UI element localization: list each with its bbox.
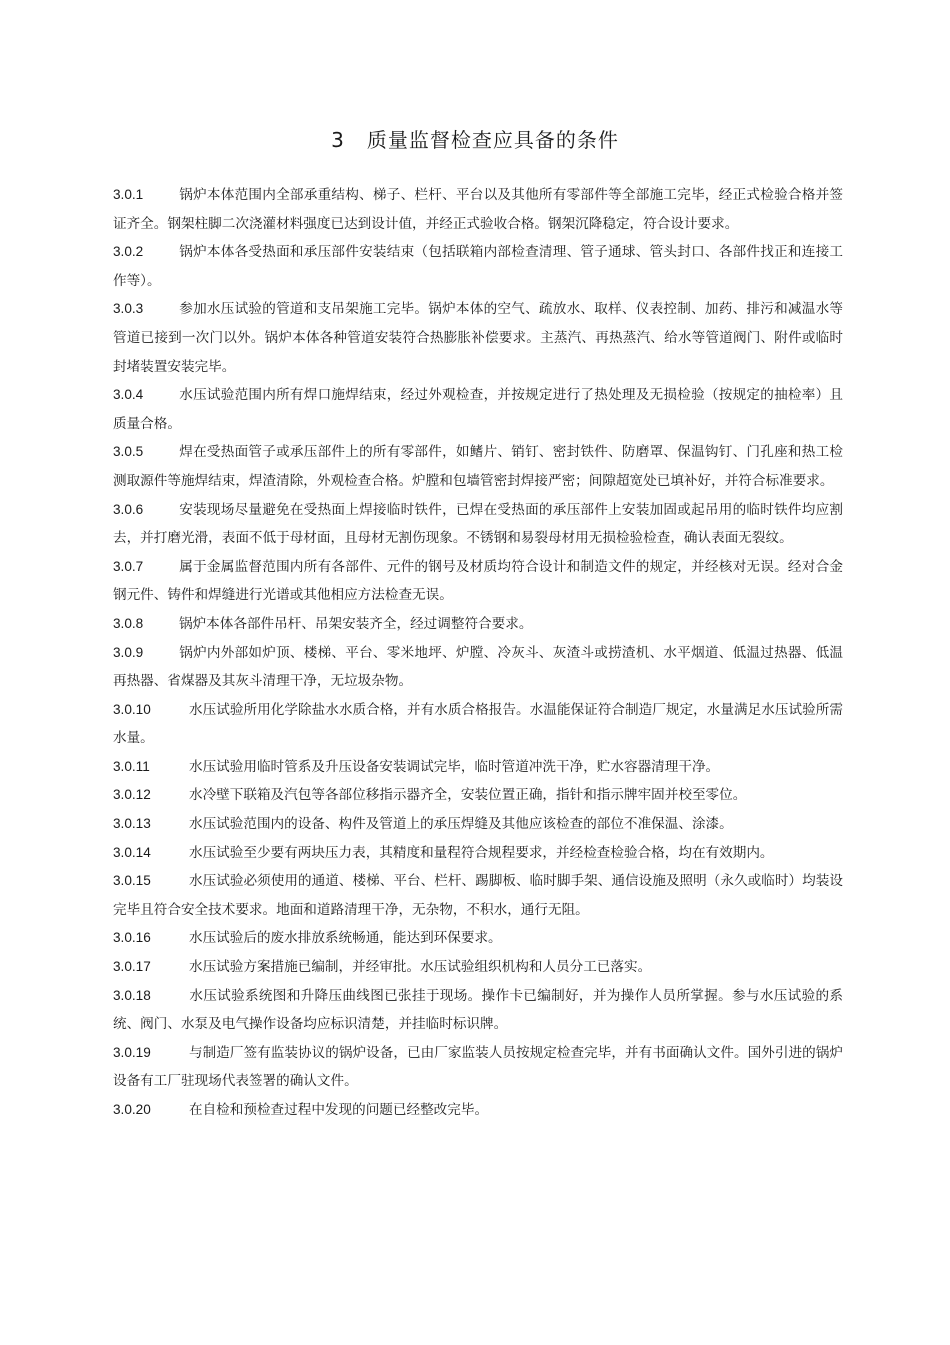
clause-number: 3.0.12 [113,787,151,803]
clause-paragraph [113,295,843,381]
clause-number: 3.0.17 [113,959,151,975]
clause-paragraph [113,1039,843,1096]
clause-number: 3.0.4 [113,387,144,403]
clause-paragraph [113,238,843,295]
clause-paragraph [113,1096,843,1125]
clause-text: 锅炉本体各部件吊杆、吊架安装齐全，经过调整符合要求。 [179,615,533,632]
clause-number: 3.0.1 [113,187,144,202]
section-heading [0,124,950,153]
clause-text: 焊在受热面管子或承压部件上的所有零部件，如鳍片、销钉、密封铁件、防磨罩、保温钩钉、门孔座和热工检测取源件等施焊结束，焊渣清除，外观检查合格。炉膛和包墙管密封焊接严密；间隙超宽处已填补好，并符合标准要求。 [113,444,843,489]
clause-paragraph [113,839,843,868]
clause-text: 水压试验后的废水排放系统畅通，能达到环保要求。 [189,930,502,947]
clause-paragraph [113,867,843,924]
clause-text: 与制造厂签有监装协议的锅炉设备，已由厂家监装人员按规定检查完毕，并有书面确认文件。国外引进的锅炉设备有工厂驻现场代表签署的确认文件。 [113,1044,843,1090]
clause-number: 3.0.2 [113,244,144,260]
clause-text: 水压试验用临时管系及升压设备安装调试完毕，临时管道冲洗干净，贮水容器清理干净。 [189,758,720,775]
clause-number: 3.0.14 [113,844,151,860]
clause-number: 3.0.18 [113,987,151,1003]
clause-number: 3.0.9 [113,644,144,660]
clause-number: 3.0.5 [113,444,144,460]
clause-text: 参加水压试验的管道和支吊架施工完毕。锅炉本体的空气、疏放水、取样、仪表控制、加药、排污和减温水等管道已接到一次门以外。锅炉本体各种管道安装符合热膨胀补偿要求。主蒸汽、再热蒸汽、给水等管道阀门、附件或临时封堵装置安装完毕。 [113,301,843,375]
clause-number: 3.0.7 [113,558,144,574]
clause-text: 锅炉内外部如炉顶、楼梯、平台、零米地坪、炉膛、冷灰斗、灰渣斗或捞渣机、水平烟道、低温过热器、低温再热器、省煤器及其灰斗清理干净，无垃圾杂物。 [113,644,843,690]
clause-number: 3.0.19 [113,1044,151,1060]
section-number: 3 [331,128,345,152]
clause-text: 水压试验至少要有两块压力表，其精度和量程符合规程要求，并经检查检验合格，均在有效期内。 [189,844,774,861]
clause-paragraph [113,982,843,1039]
clause-number: 3.0.20 [113,1102,151,1117]
clause-text: 水压试验所用化学除盐水水质合格，并有水质合格报告。水温能保证符合制造厂规定，水量满足水压试验所需水量。 [113,701,843,747]
clause-text: 水压试验范围内的设备、构件及管道上的承压焊缝及其他应该检查的部位不准保温、涂漆。 [189,816,733,833]
clause-paragraph [113,810,843,839]
clause-text: 水压试验方案措施已编制，并经审批。水压试验组织机构和人员分工已落实。 [189,959,652,976]
clause-text: 安装现场尽量避免在受热面上焊接临时铁件，已焊在受热面的承压部件上安装加固或起吊用的临时铁件均应割去，并打磨光滑，表面不低于母材面，且母材无割伤现象。不锈钢和易裂母材用无损检验检查，确认表面无裂纹。 [113,501,843,547]
clause-text: 水冷壁下联箱及汽包等各部位移指示器齐全，安装位置正确，指针和指示牌牢固并校至零位。 [189,787,747,804]
clause-paragraph [113,181,843,238]
clause-text: 水压试验系统图和升降压曲线图已张挂于现场。操作卡已编制好，并为操作人员所掌握。参与水压试验的系统、阀门、水泵及电气操作设备均应标识清楚，并挂临时标识牌。 [113,987,843,1033]
clause-text: 在自检和预检查过程中发现的问题已经整改完毕。 [189,1102,489,1118]
clause-paragraph [113,381,843,438]
clause-paragraph [113,753,843,782]
clause-text: 属于金属监督范围内所有各部件、元件的钢号及材质均符合设计和制造文件的规定，并经核对无误。经对合金钢元件、铸件和焊缝进行光谱或其他相应方法检查无误。 [113,558,843,604]
clause-paragraph [113,953,843,982]
clause-number: 3.0.8 [113,615,144,631]
clause-number: 3.0.6 [113,501,144,517]
clause-text: 水压试验必须使用的通道、楼梯、平台、栏杆、踢脚板、临时脚手架、通信设施及照明（永久或临时）均装设完毕且符合安全技术要求。地面和道路清理干净，无杂物，不积水，通行无阻。 [113,873,843,918]
clause-number: 3.0.13 [113,816,151,832]
clause-paragraph [113,696,843,753]
clause-list [113,181,843,1125]
clause-paragraph [113,924,843,953]
clause-text: 锅炉本体范围内全部承重结构、梯子、栏杆、平台以及其他所有零部件等全部施工完毕，经正式检验合格并签证齐全。钢架柱脚二次浇灌材料强度已达到设计值，并经正式验收合格。钢架沉降稳定，符合设计要求。 [113,187,843,232]
clause-number: 3.0.15 [113,873,151,889]
clause-text: 锅炉本体各受热面和承压部件安装结束（包括联箱内部检查清理、管子通球、管头封口、各部件找正和连接工作等）。 [113,244,843,289]
clause-paragraph [113,553,843,610]
clause-number: 3.0.16 [113,930,151,946]
clause-text: 水压试验范围内所有焊口施焊结束，经过外观检查，并按规定进行了热处理及无损检验（按规定的抽检率）且质量合格。 [113,387,843,432]
clause-paragraph [113,781,843,810]
clause-paragraph [113,438,843,495]
clause-paragraph [113,496,843,553]
clause-number: 3.0.11 [113,758,150,774]
clause-paragraph [113,639,843,696]
clause-number: 3.0.10 [113,701,151,717]
clause-paragraph [113,610,843,639]
section-title: 质量监督检查应具备的条件 [366,128,619,152]
clause-number: 3.0.3 [113,301,144,317]
